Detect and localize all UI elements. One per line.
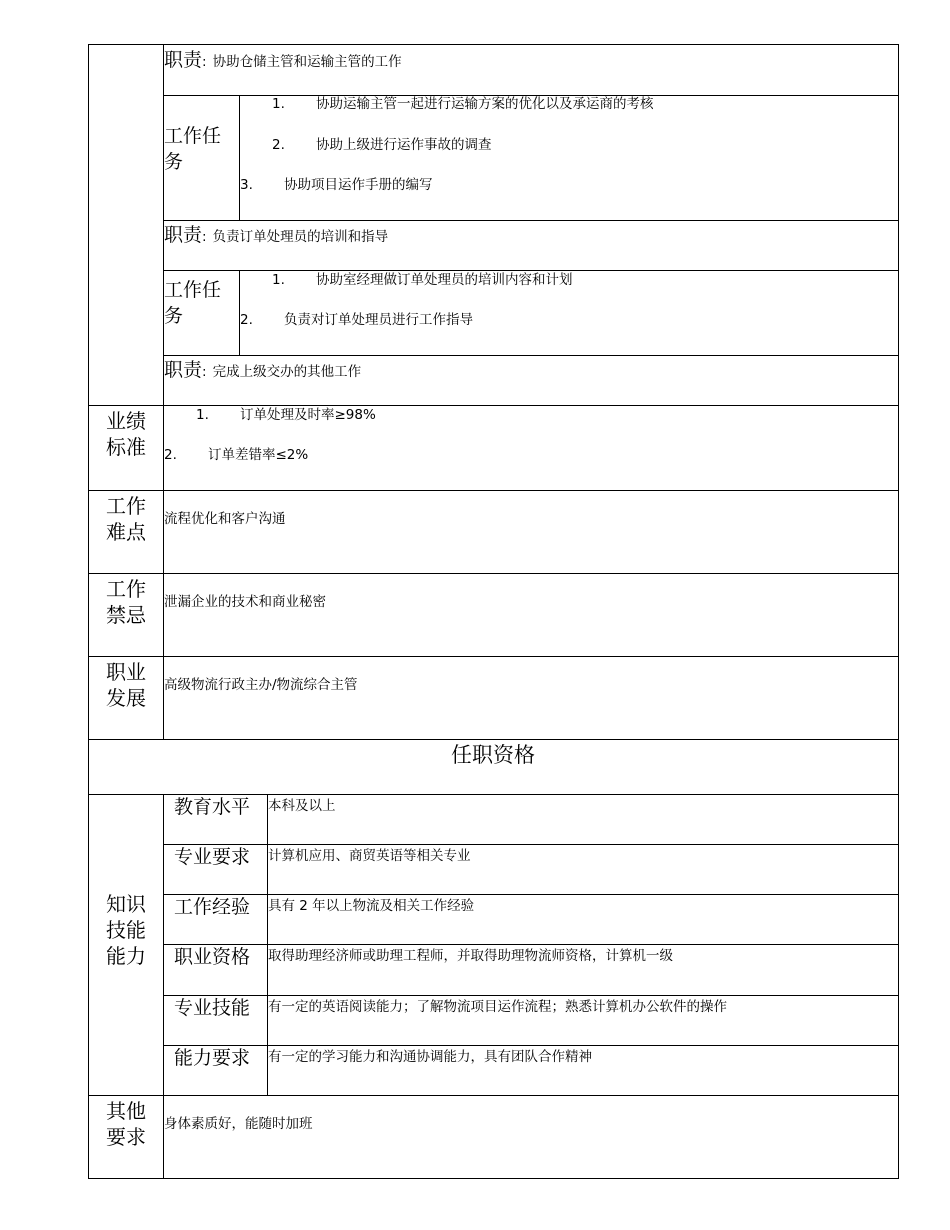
career-text: 高级物流行政主办/物流综合主管 [164,677,358,693]
experience-name: 工作经验 [174,896,251,918]
task-item: 3. 协助项目运作手册的编写 [240,177,433,193]
skill-value: 有一定的英语阅读能力；了解物流项目运作流程；熟悉计算机办公软件的操作 [268,999,727,1015]
responsibility-label: 职责 [164,224,203,246]
difficulty-label: 工作难点 [106,494,146,544]
experience-value: 具有 2 年以上物流及相关工作经验 [268,898,475,914]
responsibility-1: 职责: 协助仓储主管和运输主管的工作 [164,49,402,71]
other-text: 身体素质好，能随时加班 [164,1116,313,1132]
taboo-text: 泄漏企业的技术和商业秘密 [164,594,326,610]
task-label-a: 工作任务 [164,125,222,173]
certification-name: 职业资格 [174,946,251,968]
skill-name: 专业技能 [174,997,251,1019]
task-item: 2. 负责对订单处理员进行工作指导 [240,312,473,328]
task-label-b: 工作任务 [164,279,222,327]
responsibility-3: 职责: 完成上级交办的其他工作 [164,359,362,381]
row-line [163,220,899,221]
row-line [163,995,899,996]
row-line [163,894,899,895]
difficulty-text: 流程优化和客户沟通 [164,511,286,527]
table-border-bottom [88,1178,899,1179]
knowledge-label: 知识技能能力 [106,892,146,968]
task-item: 1. 协助运输主管一起进行运输方案的优化以及承运商的考核 [272,96,654,112]
row-line [163,1045,899,1046]
row-line [163,355,899,356]
qualification-title: 任职资格 [451,743,535,767]
row-line [163,944,899,945]
major-name: 专业要求 [174,846,251,868]
table-border-right [898,44,899,1179]
education-name: 教育水平 [174,796,251,818]
performance-item: 1. 订单处理及时率≥98% [196,407,376,423]
performance-label: 业绩标准 [106,409,146,459]
task-item: 1. 协助室经理做订单处理员的培训内容和计划 [272,272,573,288]
row-line [88,490,899,491]
performance-item: 2. 订单差错率≤2% [164,447,309,463]
row-line [88,573,899,574]
ability-value: 有一定的学习能力和沟通协调能力，具有团队合作精神 [268,1049,592,1065]
task-divider-a [239,95,240,220]
job-description-table [88,44,899,1179]
major-value: 计算机应用、商贸英语等相关专业 [268,848,471,864]
responsibility-label: 职责 [164,359,203,381]
education-value: 本科及以上 [268,798,336,814]
responsibility-text: 负责订单处理员的培训和指导 [212,229,389,245]
responsibility-text: 完成上级交办的其他工作 [212,364,362,380]
certification-value: 取得助理经济师或助理工程师，并取得助理物流师资格，计算机一级 [268,948,673,964]
row-line [88,794,899,795]
ability-name: 能力要求 [174,1047,251,1069]
responsibility-label: 职责 [164,49,203,71]
career-label: 职业发展 [106,660,146,710]
row-line [88,656,899,657]
table-border-top [88,44,899,45]
row-line [88,405,899,406]
responsibility-text: 协助仓储主管和运输主管的工作 [212,54,402,70]
row-line [163,844,899,845]
row-line [163,270,899,271]
taboo-label: 工作禁忌 [106,577,146,627]
table-border-left [88,44,89,1179]
row-line [88,739,899,740]
other-label: 其他要求 [106,1099,146,1149]
row-line [88,1095,899,1096]
task-item: 2. 协助上级进行运作事故的调查 [272,137,492,153]
responsibility-2: 职责: 负责订单处理员的培训和指导 [164,224,389,246]
